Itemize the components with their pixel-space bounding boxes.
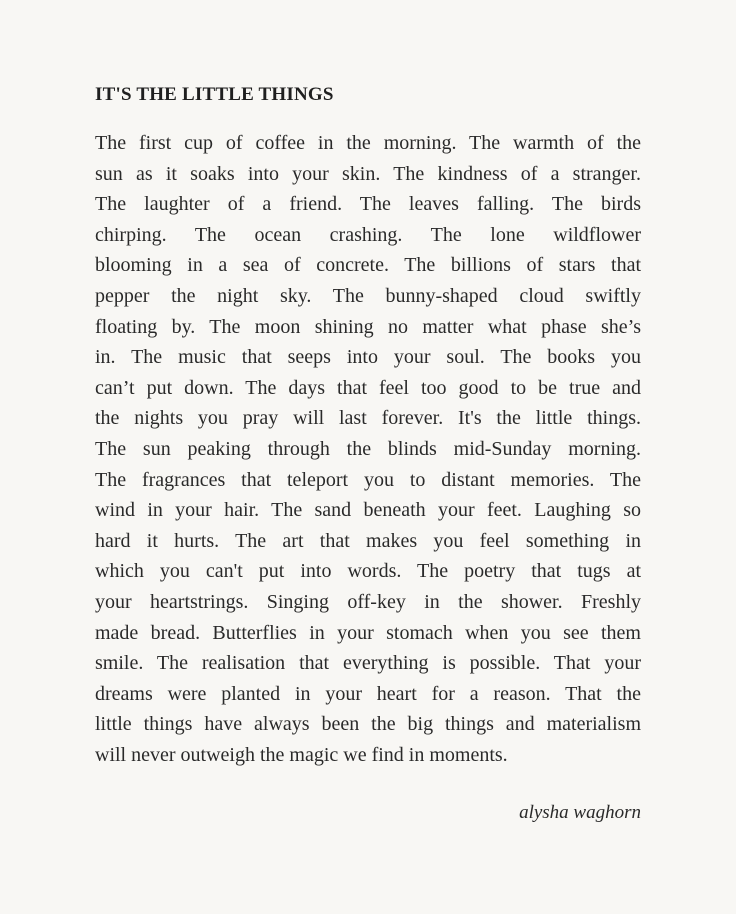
poem-line: little things have always been the big things and materialism: [95, 713, 641, 736]
poem-line: blooming in a sea of concrete. The billions of stars that: [95, 254, 641, 277]
poem-line: sun as it soaks into your skin. The kindness of a stranger.: [95, 162, 641, 185]
poem-line: pepper the night sky. The bunny-shaped cloud swiftly: [95, 284, 641, 307]
poem-line: dreams were planted in your heart for a reason. That the: [95, 682, 641, 705]
poem-line: The first cup of coffee in the morning. The warmth of the: [95, 132, 641, 154]
poem-title: IT'S THE LITTLE THINGS: [95, 84, 334, 105]
poem-line: The fragrances that teleport you to distant memories. The: [95, 468, 641, 491]
poem-line: your heartstrings. Singing off-key in the shower. Freshly: [95, 590, 641, 613]
poem-line: wind in your hair. The sand beneath your feet. Laughing so: [95, 499, 641, 522]
poem-line: The laughter of a friend. The leaves falling. The birds: [95, 193, 641, 216]
poem-line: smile. The realisation that everything is possible. That your: [95, 652, 641, 675]
poem-line: will never outweigh the magic we find in moments.: [95, 743, 508, 766]
poem-line: hard it hurts. The art that makes you feel something in: [95, 529, 641, 552]
poem-line: floating by. The moon shining no matter what phase she’s: [95, 315, 641, 338]
author-signature: alysha waghorn: [519, 802, 641, 823]
poem-line: The sun peaking through the blinds mid-Sunday morning.: [95, 437, 641, 460]
poem-line: made bread. Butterflies in your stomach when you see them: [95, 621, 641, 644]
poem-line: in. The music that seeps into your soul. The books you: [95, 346, 641, 369]
poem-line: which you can't put into words. The poetry that tugs at: [95, 560, 641, 583]
poem-line: can’t put down. The days that feel too good to be true and: [95, 376, 641, 399]
poem-line: chirping. The ocean crashing. The lone wildflower: [95, 223, 641, 246]
poem-line: the nights you pray will last forever. It's the little things.: [95, 407, 641, 430]
poem-body: [95, 128, 641, 770]
